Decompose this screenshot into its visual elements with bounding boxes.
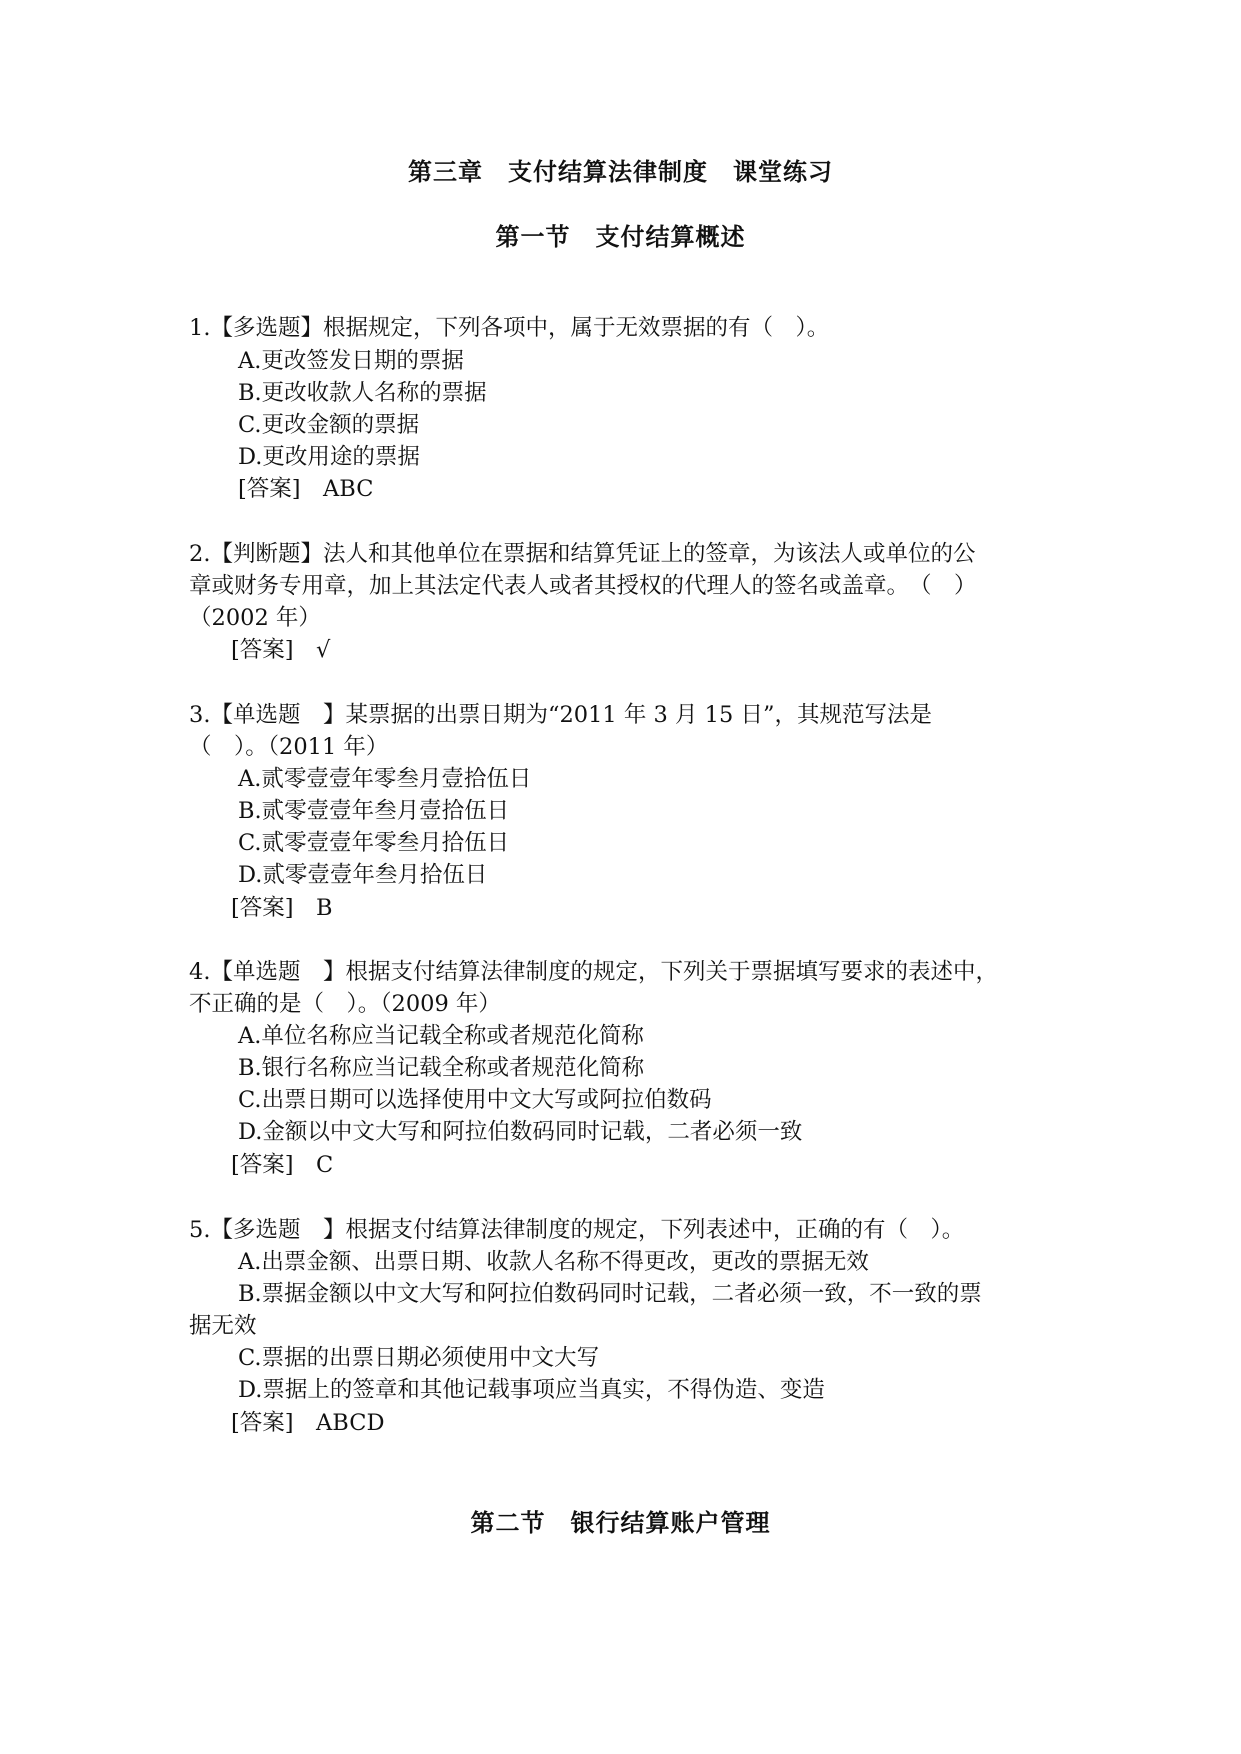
question-5-option-b-line-1: B.票据金额以中文大写和阿拉伯数码同时记载，二者必须一致，不一致的票 [238, 1281, 982, 1307]
question-2-stem-line-1: 2.【判断题】法人和其他单位在票据和结算凭证上的签章，为该法人或单位的公 [189, 541, 976, 567]
question-4-option-b: B.银行名称应当记载全称或者规范化简称 [238, 1055, 645, 1081]
question-2-stem-line-2: 章或财务专用章，加上其法定代表人或者其授权的代理人的签名或盖章。 （ ） [189, 573, 977, 599]
question-4-stem-line-2: 不正确的是（ ）。（2009 年） [189, 991, 501, 1017]
question-4-option-c: C.出票日期可以选择使用中文大写或阿拉伯数码 [238, 1087, 712, 1113]
question-5-option-d: D.票据上的签章和其他记载事项应当真实，不得伪造、变造 [238, 1377, 825, 1403]
question-5-option-a: A.出票金额、出票日期、收款人名称不得更改，更改的票据无效 [238, 1249, 869, 1275]
question-4-option-d: D.金额以中文大写和阿拉伯数码同时记载，二者必须一致 [238, 1119, 803, 1145]
question-1-stem: 1.【多选题】根据规定，下列各项中，属于无效票据的有（ ）。 [189, 315, 830, 341]
question-3-option-b: B.贰零壹壹年叁月壹拾伍日 [238, 798, 510, 824]
question-5-option-b-line-2: 据无效 [189, 1313, 257, 1339]
question-1-option-a: A.更改签发日期的票据 [238, 348, 464, 374]
question-3-option-d: D.贰零壹壹年叁月拾伍日 [238, 862, 488, 888]
question-5-answer: [答案] ABCD [231, 1410, 385, 1436]
question-3-option-a: A.贰零壹壹年零叁月壹拾伍日 [238, 766, 532, 792]
question-3-stem-line-1: 3.【单选题 】某票据的出票日期为“2011 年 3 月 15 日”，其规范写法是 [189, 702, 932, 728]
question-1-option-c: C.更改金额的票据 [238, 412, 420, 438]
question-5-option-c: C.票据的出票日期必须使用中文大写 [238, 1345, 600, 1371]
chapter-title: 第三章 支付结算法律制度 课堂练习 [408, 157, 833, 186]
question-4-stem-line-1: 4.【单选题 】根据支付结算法律制度的规定，下列关于票据填写要求的表述中， [189, 959, 998, 985]
question-2-answer: [答案] √ [231, 637, 331, 663]
question-1-answer: [答案] ABC [238, 476, 374, 502]
question-1-option-d: D.更改用途的票据 [238, 444, 420, 470]
section-title: 第一节 支付结算概述 [495, 222, 746, 251]
question-1-option-b: B.更改收款人名称的票据 [238, 380, 487, 406]
question-4-option-a: A.单位名称应当记载全称或者规范化简称 [238, 1023, 644, 1049]
question-5-stem: 5.【多选题 】根据支付结算法律制度的规定，下列表述中，正确的有（ ）。 [189, 1217, 965, 1243]
question-2-stem-line-3: （2002 年） [189, 605, 321, 631]
question-3-answer: [答案] B [231, 895, 333, 921]
question-3-stem-line-2: （ ）。（2011 年） [189, 734, 389, 760]
section-title: 第二节 银行结算账户管理 [470, 1508, 771, 1537]
question-4-answer: [答案] C [231, 1152, 334, 1178]
question-3-option-c: C.贰零壹壹年零叁月拾伍日 [238, 830, 510, 856]
